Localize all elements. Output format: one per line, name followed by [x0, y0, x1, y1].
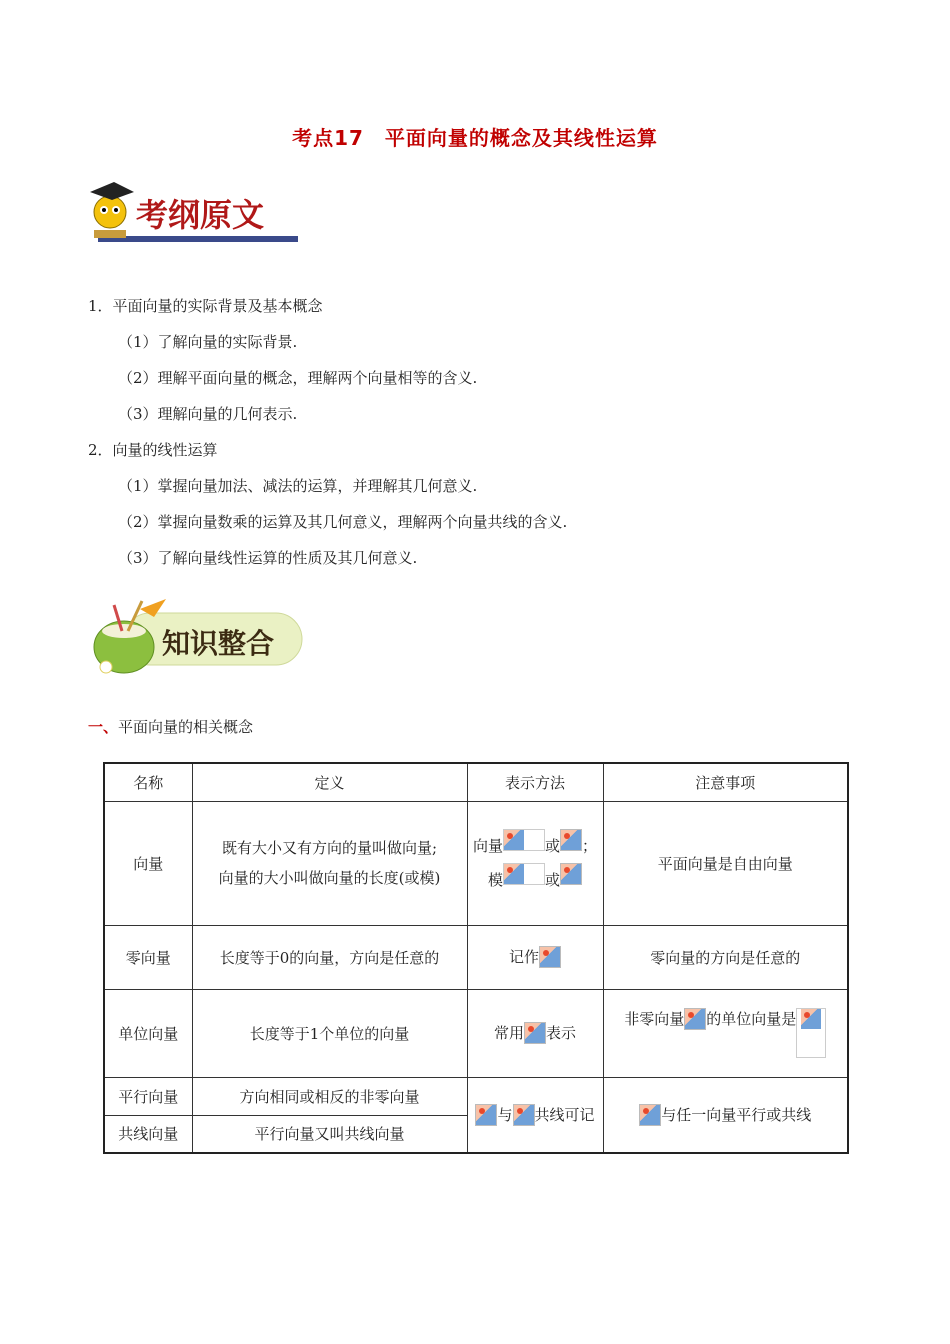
outline-line-6: （1）掌握向量加法、减法的运算，并理解其几何意义.	[118, 477, 478, 495]
vector-image-icon	[796, 1008, 826, 1058]
cell-note	[603, 1077, 848, 1153]
section-number: 一、	[88, 718, 119, 736]
table-row	[104, 925, 848, 989]
outline-line-4: （3）理解向量的几何表示.	[118, 405, 298, 423]
rep-text: 共线可记	[534, 1105, 595, 1124]
cell-definition: 长度等于1个单位的向量	[192, 989, 467, 1077]
cell-representation	[467, 989, 603, 1077]
outline-line-8: （3）了解向量线性运算的性质及其几何意义.	[118, 549, 418, 567]
rep-text: 或	[545, 871, 561, 889]
header-cell: 定义	[192, 763, 467, 801]
note-text: 的单位向量是	[706, 1010, 797, 1028]
vector-image-icon	[684, 1008, 706, 1030]
cell-representation	[467, 1077, 603, 1153]
rep-text: 表示	[546, 1024, 577, 1042]
cell-name: 单位向量	[104, 989, 192, 1077]
rep-text: 与	[497, 1105, 513, 1124]
banner-kaogang-text: 考纲原文	[136, 196, 265, 234]
note-text: 与任一向量平行或共线	[661, 1105, 812, 1124]
concept-table	[103, 762, 849, 1154]
cell-note: 平面向量是自由向量	[603, 801, 848, 925]
header-cell: 表示方法	[467, 763, 603, 801]
definition-line: 向量的大小叫做向量的长度(或模)	[218, 869, 441, 887]
cell-representation	[467, 801, 603, 925]
table-header-row	[104, 763, 848, 801]
outline-line-2: （1）了解向量的实际背景.	[118, 333, 298, 351]
table-row	[104, 1077, 848, 1115]
outline-line-3: （2）理解平面向量的概念，理解两个向量相等的含义.	[118, 369, 478, 387]
cell-name: 零向量	[104, 925, 192, 989]
rep-text: 模	[487, 871, 503, 889]
outline-line-7: （2）掌握向量数乘的运算及其几何意义，理解两个向量共线的含义.	[118, 513, 568, 531]
cell-name: 向量	[104, 801, 192, 925]
rep-text: 向量	[472, 837, 503, 855]
cell-definition: 方向相同或相反的非零向量	[192, 1077, 467, 1115]
header-cell: 注意事项	[603, 763, 848, 801]
cell-representation	[467, 925, 603, 989]
table-row	[104, 989, 848, 1077]
mascot-icon	[94, 196, 126, 228]
vector-image-icon	[560, 829, 582, 851]
banner-zhishi	[84, 595, 306, 680]
vector-image-icon	[503, 863, 545, 885]
vector-image-icon	[513, 1104, 535, 1126]
vector-image-icon	[560, 863, 582, 885]
section-title: 平面向量的相关概念	[118, 718, 254, 736]
note-text: 非零向量	[624, 1010, 685, 1028]
outline-line-5: 2．向量的线性运算	[88, 441, 218, 459]
rep-text: 记作	[508, 948, 539, 966]
header-cell: 名称	[104, 763, 192, 801]
cell-definition	[192, 801, 467, 925]
outline-line-1: 1．平面向量的实际背景及基本概念	[88, 297, 323, 315]
cell-name: 共线向量	[104, 1115, 192, 1153]
banner-zhishi-text: 知识整合	[162, 627, 275, 660]
rep-text: 常用	[493, 1024, 524, 1042]
vector-image-icon	[503, 829, 545, 851]
page-title: 考点17 平面向量的概念及其线性运算	[292, 126, 658, 150]
rep-text: 或	[544, 837, 560, 855]
cell-definition: 长度等于0的向量，方向是任意的	[192, 925, 467, 989]
cell-definition: 平行向量又叫共线向量	[192, 1115, 467, 1153]
vector-image-icon	[475, 1104, 497, 1126]
banner-kaogang	[84, 178, 300, 250]
vector-image-icon	[539, 946, 561, 968]
vector-image-icon	[524, 1022, 546, 1044]
vector-image-icon	[639, 1104, 661, 1126]
rep-text: ；	[582, 837, 598, 855]
cell-name: 平行向量	[104, 1077, 192, 1115]
table-row	[104, 801, 848, 925]
cell-note	[603, 989, 848, 1077]
cell-note: 零向量的方向是任意的	[603, 925, 848, 989]
definition-line: 既有大小又有方向的量叫做向量;	[221, 839, 438, 857]
section-heading	[88, 716, 253, 737]
flower-icon	[100, 661, 112, 673]
